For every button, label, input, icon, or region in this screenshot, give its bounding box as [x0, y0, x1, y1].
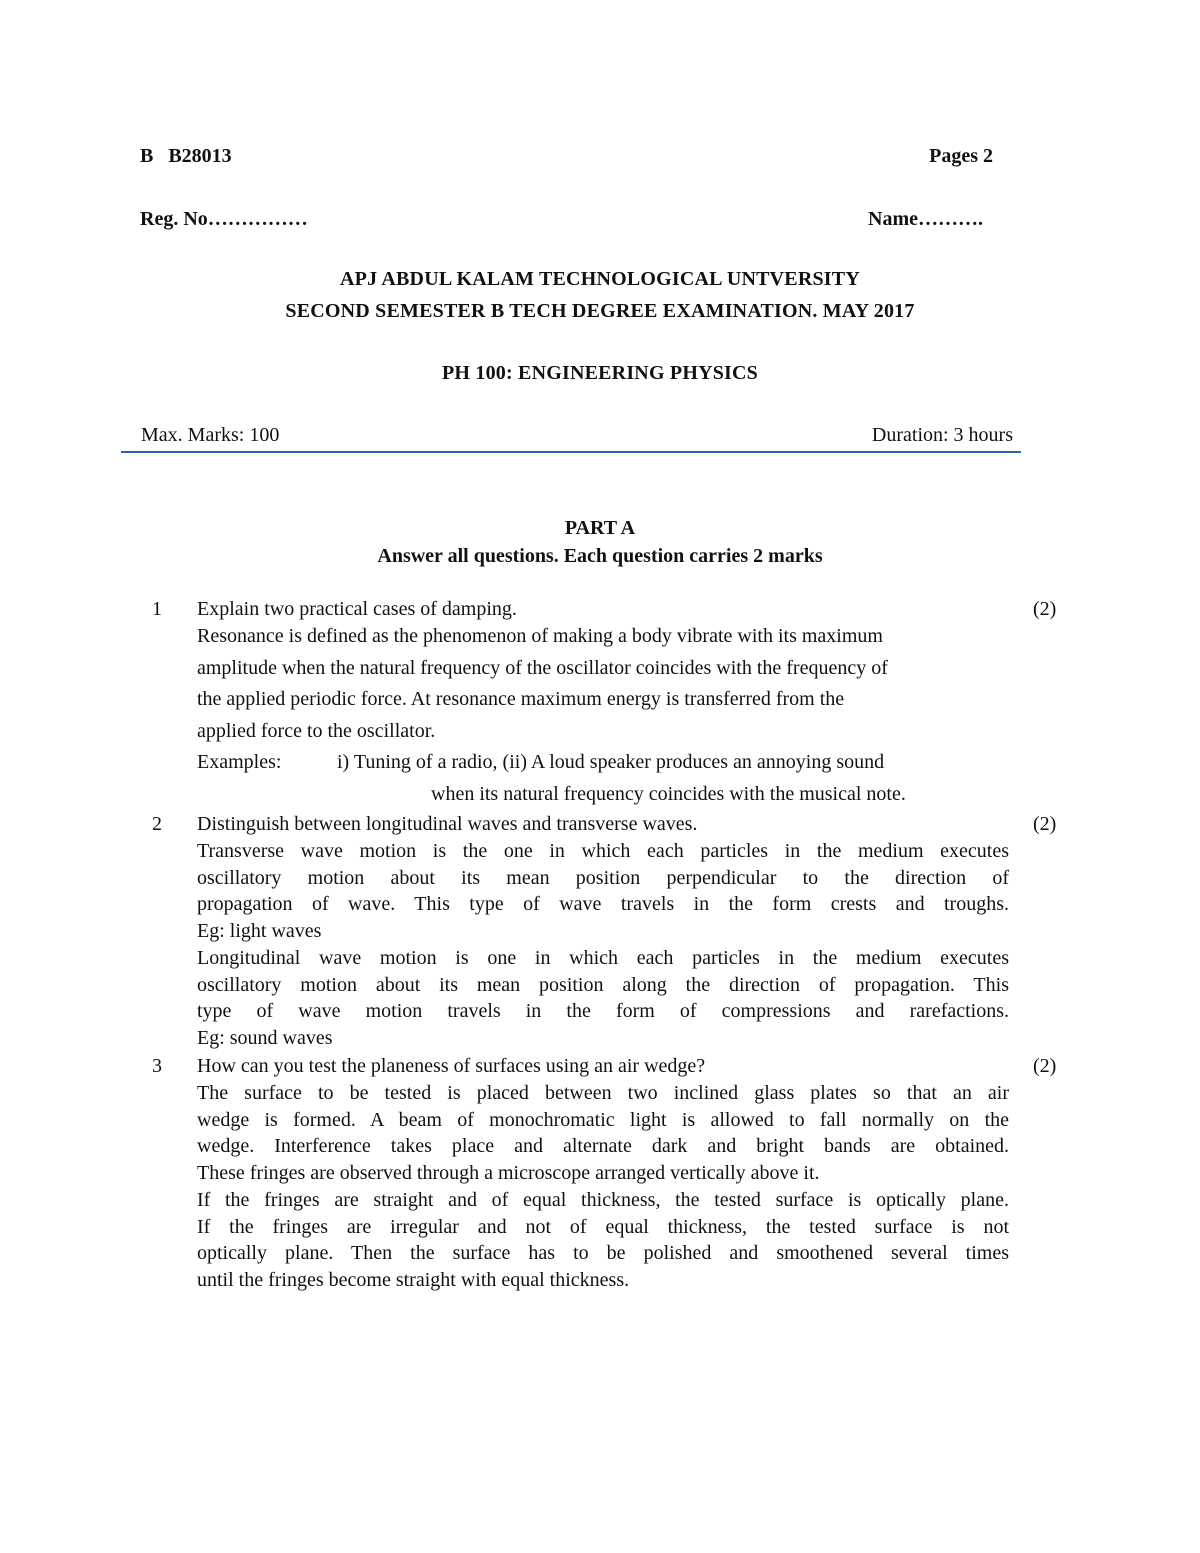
examples-label: Examples: — [197, 751, 282, 773]
question-number: 2 — [152, 813, 162, 835]
answer-line: If the fringes are straight and of equal thickness, the tested surface is optically plane. — [197, 1188, 1009, 1211]
paper-code: B B28013 — [140, 145, 232, 167]
question-text: How can you test the planeness of surfaces using an air wedge? — [197, 1055, 706, 1077]
question-number: 1 — [152, 598, 162, 620]
question-marks: (2) — [1033, 813, 1057, 835]
answer-line: If the fringes are irregular and not of equal thickness, the tested surface is not — [197, 1215, 1009, 1238]
answer-line: wedge. Interference takes place and alternate dark and bright bands are obtained. — [197, 1135, 1009, 1158]
question-marks: (2) — [1033, 1055, 1057, 1077]
name-label: Name………. — [868, 208, 983, 230]
university-title: APJ ABDUL KALAM TECHNOLOGICAL UNTVERSITY — [340, 268, 860, 290]
answer-line: until the fringes become straight with equal thickness. — [197, 1268, 630, 1291]
question-marks: (2) — [1033, 598, 1057, 620]
exam-title: SECOND SEMESTER B TECH DEGREE EXAMINATION. MAY 2017 — [285, 300, 915, 322]
answer-2 — [197, 838, 1009, 1052]
answer-line: oscillatory motion about its mean position along the direction of propagation. This — [197, 973, 1009, 996]
answer-line: Eg: sound waves — [197, 1026, 333, 1049]
part-title: PART A — [564, 517, 636, 539]
answer-line: Resonance is defined as the phenomenon of making a body vibrate with its maximum — [197, 625, 883, 647]
header-code-row — [140, 145, 993, 168]
question-text: Distinguish between longitudinal waves and transverse waves. — [197, 813, 698, 835]
course-title: PH 100: ENGINEERING PHYSICS — [442, 362, 758, 384]
reg-no-label: Reg. No…………… — [140, 208, 308, 230]
answer-line: amplitude when the natural frequency of the oscillator coincides with the frequency of — [197, 656, 888, 679]
max-marks: Max. Marks: 100 — [141, 424, 280, 446]
answer-line: Longitudinal wave motion is one in which each particles in the medium executes — [197, 946, 1009, 969]
answer-line: the applied periodic force. At resonance maximum energy is transferred from the — [197, 688, 845, 710]
question-number: 3 — [152, 1055, 162, 1077]
answer-line: Transverse wave motion is the one in which each particles in the medium executes — [197, 840, 1009, 862]
answer-line: applied force to the oscillator. — [197, 719, 436, 742]
examples-text: i) Tuning of a radio, (ii) A loud speaker produces an annoying sound — [337, 751, 885, 773]
header-divider — [121, 451, 1021, 453]
answer-line: type of wave motion travels in the form of compressions and rarefactions. — [197, 1000, 1009, 1023]
answer-line: propagation of wave. This type of wave travels in the form crests and troughs. — [197, 893, 1009, 916]
answer-line: Eg: light waves — [197, 920, 322, 943]
examples-continuation: when its natural frequency coincides with the musical note. — [431, 783, 906, 805]
duration: Duration: 3 hours — [871, 424, 1013, 446]
marks-duration-row — [141, 424, 1013, 447]
page-count: Pages 2 — [929, 145, 993, 167]
answer-line: wedge is formed. A beam of monochromatic light is allowed to fall normally on the — [197, 1108, 1009, 1131]
answer-line: The surface to be tested is placed between two inclined glass plates so that an air — [197, 1082, 1009, 1104]
answer-line: These fringes are observed through a microscope arranged vertically above it. — [197, 1162, 820, 1185]
answer-1 — [197, 621, 1009, 747]
part-instructions: Answer all questions. Each question carries 2 marks — [377, 545, 823, 567]
question-text: Explain two practical cases of damping. — [197, 598, 517, 620]
header-reg-row — [140, 208, 983, 231]
answer-line: oscillatory motion about its mean position perpendicular to the direction of — [197, 866, 1009, 889]
answer-3 — [197, 1080, 1009, 1294]
answer-line: optically plane. Then the surface has to be polished and smoothened several times — [197, 1242, 1009, 1265]
